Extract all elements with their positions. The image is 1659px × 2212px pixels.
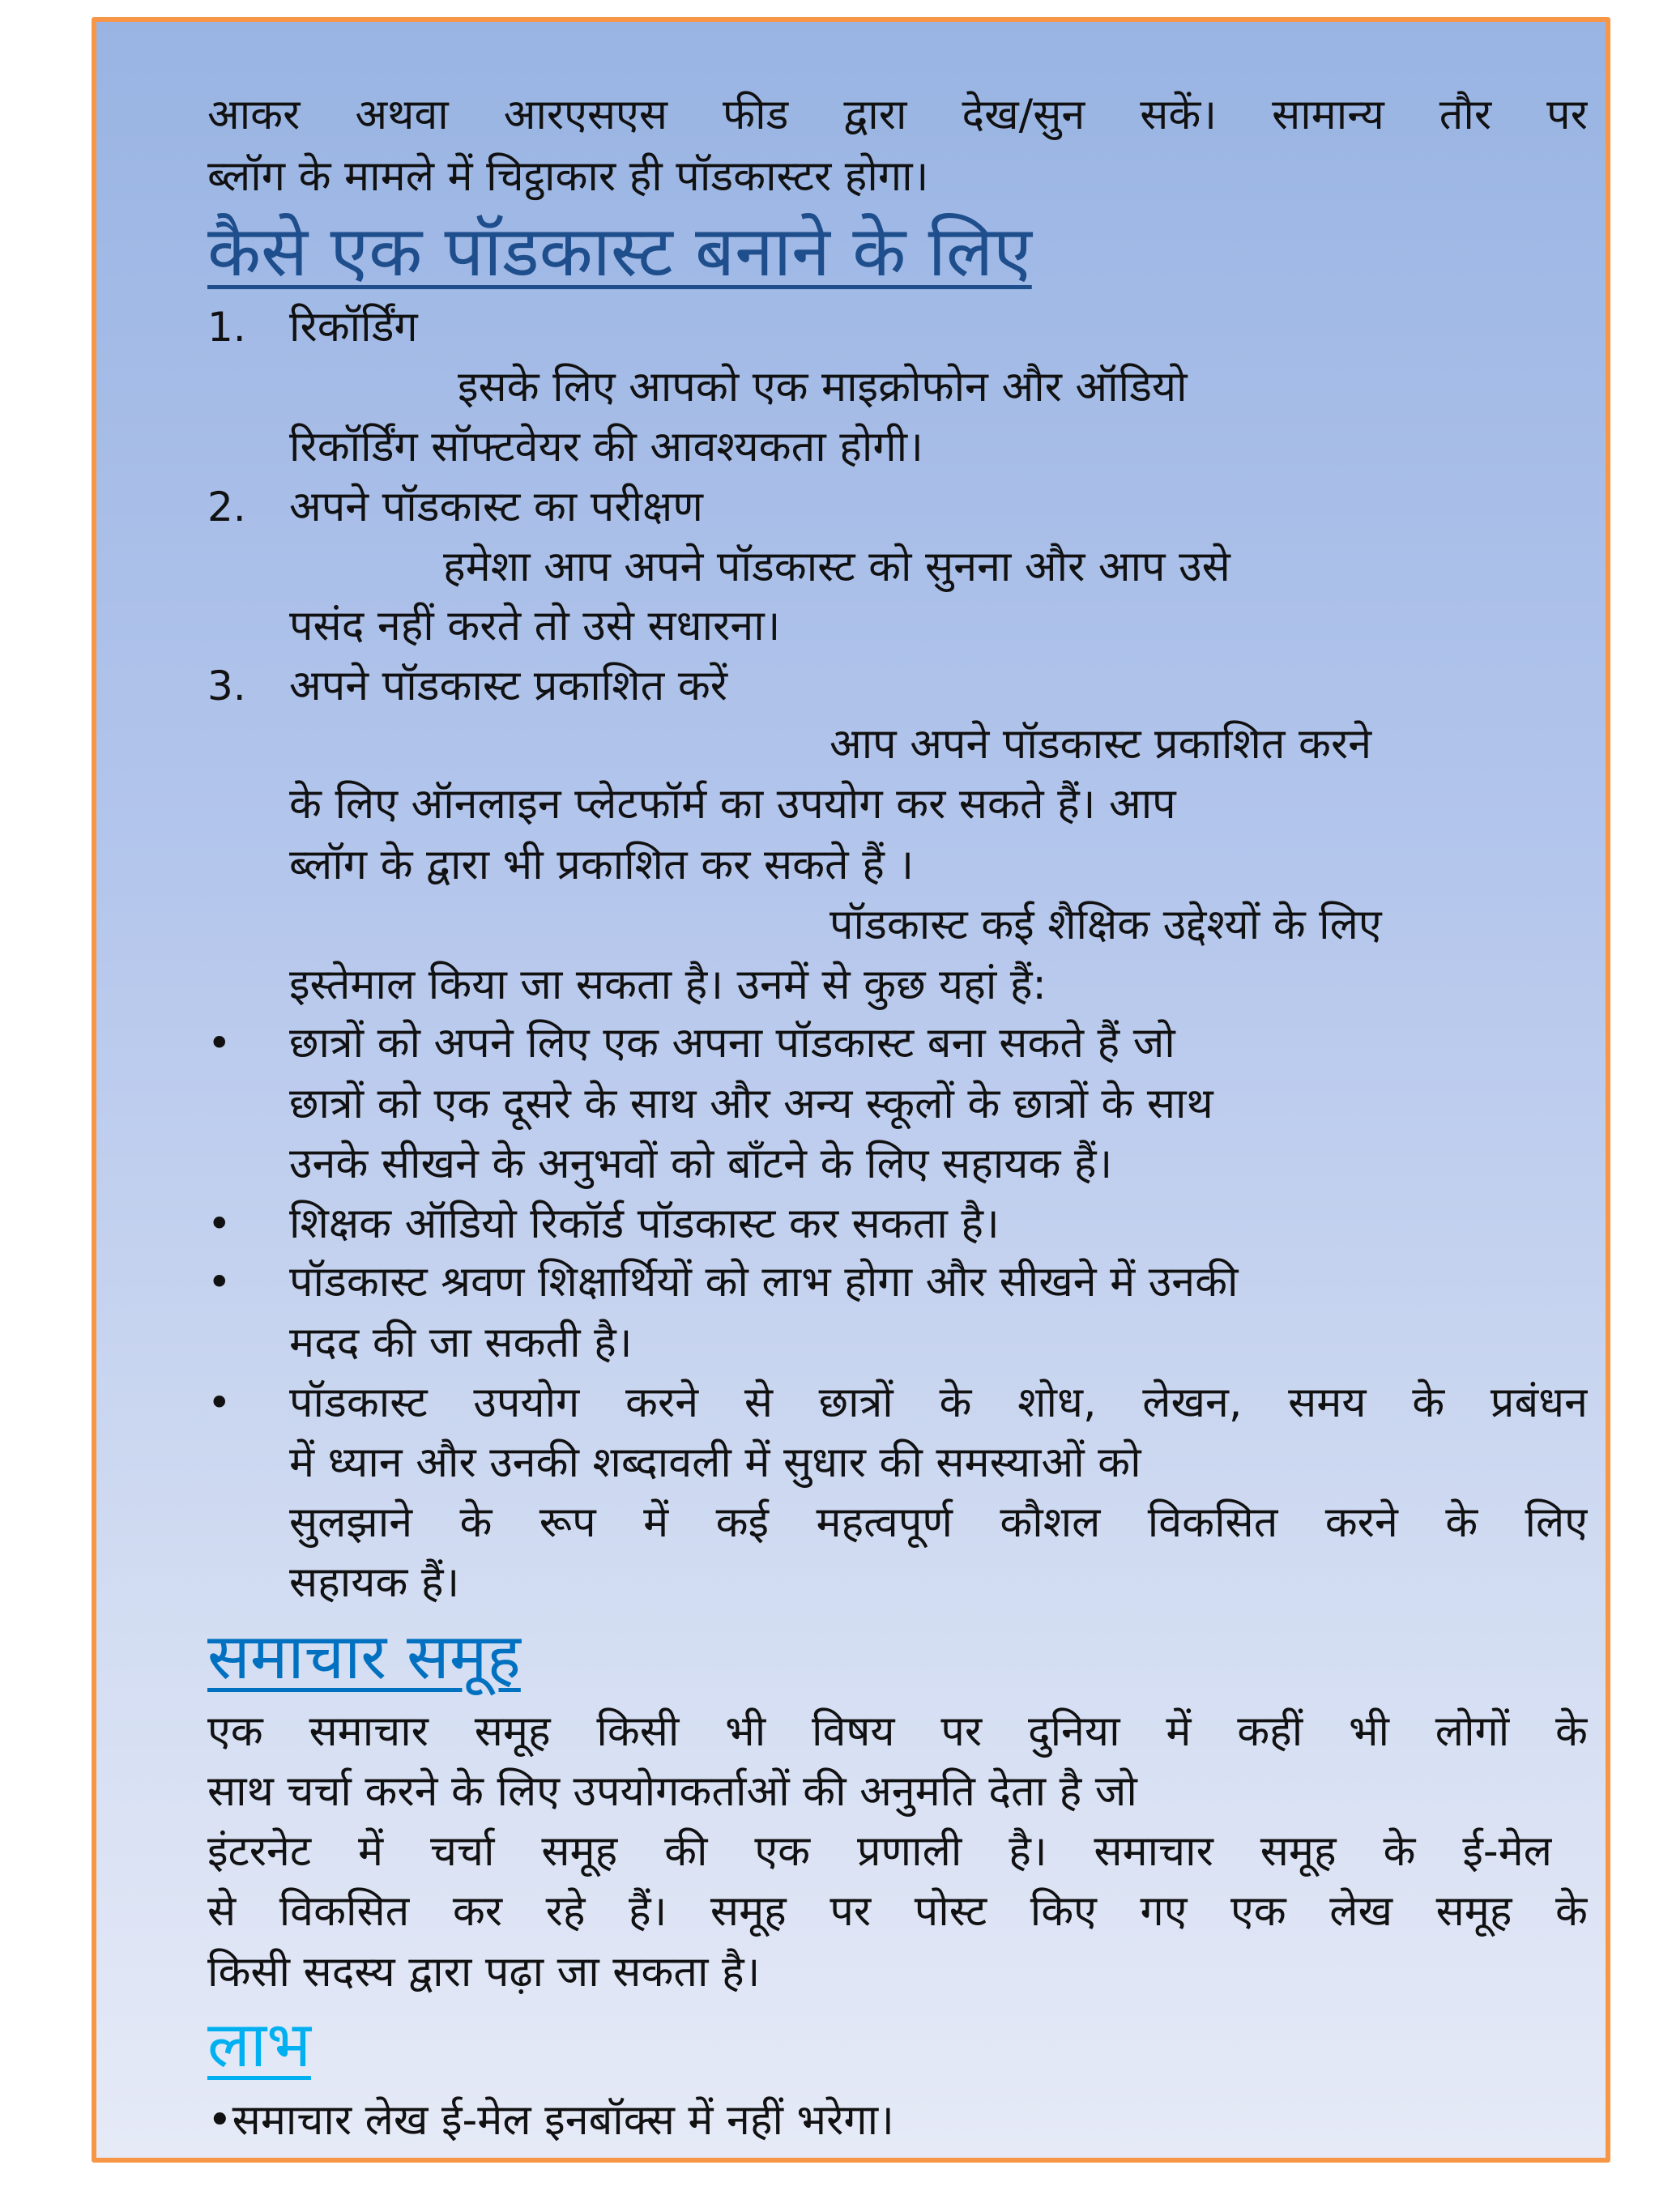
heading-newsgroup: समाचार समूह xyxy=(207,1621,521,1694)
newsgroup-line: साथ चर्चा करने के लिए उपयोगकर्ताओं की अनुमति देता है जो xyxy=(207,1767,1137,1816)
step-text: ब्लॉग के द्वारा भी प्रकाशित कर सकते हैं । xyxy=(289,841,915,889)
bullet-text: में ध्यान और उनकी शब्दावली में सुधार की समस्याओं को xyxy=(289,1438,1141,1487)
step-text: के लिए ऑनलाइन प्लेटफॉर्म का उपयोग कर सकते हैं। आप xyxy=(289,780,1176,829)
bullet-icon: • xyxy=(207,1200,232,1247)
step-title: अपने पॉडकास्ट प्रकाशित करें xyxy=(289,662,728,710)
step-text: आप अपने पॉडकास्ट प्रकाशित करने xyxy=(830,720,1372,769)
step-text: इसके लिए आपको एक माइक्रोफोन और ऑडियो xyxy=(458,363,1188,411)
bullet-text: सुलझाने के रूप में कई महत्वपूर्ण कौशल विकसित करने के लिए xyxy=(289,1498,1588,1547)
uses-intro: इस्तेमाल किया जा सकता है। उनमें से कुछ यहां हैं: xyxy=(289,961,1047,1009)
newsgroup-line: एक समाचार समूह किसी भी विषय पर दुनिया में कहीं भी लोगों के xyxy=(207,1707,1588,1756)
heading-benefits: लाभ xyxy=(207,2009,311,2082)
newsgroup-line: इंटरनेट में चर्चा समूह की एक प्रणाली है। समाचार समूह के ई-मेल xyxy=(207,1827,1552,1876)
bullet-icon: • xyxy=(207,1020,232,1067)
bullet-text: पॉडकास्ट श्रवण शिक्षार्थियों को लाभ होगा और सीखने में उनकी xyxy=(289,1258,1239,1306)
intro-line: ब्लॉग के मामले में चिट्ठाकार ही पॉडकास्टर होगा। xyxy=(207,152,929,201)
uses-intro: पॉडकास्ट कई शैक्षिक उद्देश्यों के लिए xyxy=(830,901,1382,949)
bullet-text: छात्रों को अपने लिए एक अपना पॉडकास्ट बना सकते हैं जो xyxy=(289,1019,1175,1068)
step-title: अपने पॉडकास्ट का परीक्षण xyxy=(289,483,703,531)
step-number: 2. xyxy=(207,484,246,531)
step-number: 1. xyxy=(207,304,246,351)
intro-line: आकर अथवा आरएसएस फीड द्वारा देख/सुन सकें। सामान्य तौर पर xyxy=(207,91,1588,139)
bullet-text: छात्रों को एक दूसरे के साथ और अन्य स्कूलों के छात्रों के साथ xyxy=(289,1080,1213,1128)
benefit-item: •समाचार लेख ई-मेल इनबॉक्स में नहीं भरेगा। xyxy=(207,2096,894,2145)
bullet-text: सहायक हैं। xyxy=(289,1558,460,1607)
heading-how-to-podcast: कैसे एक पॉडकास्ट बनाने के लिए xyxy=(207,211,1032,292)
newsgroup-line: से विकसित कर रहे हैं। समूह पर पोस्ट किए गए एक लेख समूह के xyxy=(207,1887,1588,1936)
bullet-icon: • xyxy=(207,1259,232,1306)
bullet-text: शिक्षक ऑडियो रिकॉर्ड पॉडकास्ट कर सकता है। xyxy=(289,1200,1000,1248)
step-text: पसंद नहीं करते तो उसे सधारना। xyxy=(289,602,781,650)
bullet-icon: • xyxy=(207,1379,232,1426)
bullet-text: पॉडकास्ट उपयोग करने से छात्रों के शोध, लेखन, समय के प्रबंधन xyxy=(289,1379,1588,1427)
bullet-text: मदद की जा सकती है। xyxy=(289,1319,633,1367)
newsgroup-line: किसी सदस्य द्वारा पढ़ा जा सकता है। xyxy=(207,1948,761,1997)
step-number: 3. xyxy=(207,663,246,710)
step-text: रिकॉर्डिंग सॉफ्टवेयर की आवश्यकता होगी। xyxy=(289,423,923,471)
step-text: हमेशा आप अपने पॉडकास्ट को सुनना और आप उसे xyxy=(443,543,1230,591)
bullet-text: उनके सीखने के अनुभवों को बाँटने के लिए सहायक हैं। xyxy=(289,1140,1113,1188)
step-title: रिकॉर्डिंग xyxy=(289,303,418,352)
